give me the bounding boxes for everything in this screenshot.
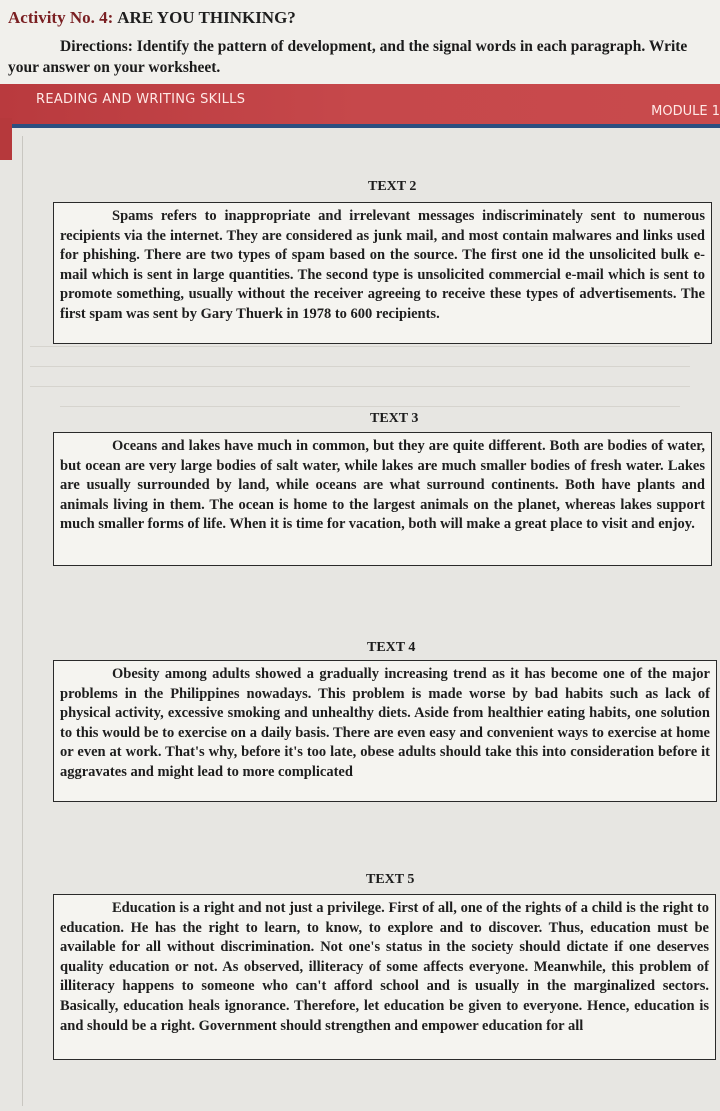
banner-subject-title: READING AND WRITING SKILLS	[36, 92, 246, 107]
bleed-through-line	[30, 386, 690, 387]
text-4-box	[53, 660, 717, 802]
activity-number: Activity No. 4:	[8, 8, 114, 27]
text-4-paragraph: Obesity among adults showed a gradually increasing trend as it has become one of the major problems in the Philippines nowadays. This problem is made worse by bad habits such as lack of physical activity, excessive smoking and unhealthy diets. Aside from healthier eating habits, one solution to this would be to exercise on a daily basis. There are even easy and convenient ways to exercise at home or even at work. That's why, before it's too late, obese adults should take this into consideration before it aggravates and might lead to more complicated	[60, 666, 710, 780]
page-gutter	[22, 136, 23, 1106]
text-2-paragraph: Spams refers to inappropriate and irrelevant messages indiscriminately sent to numerous recipients via the internet. They are considered as junk mail, and most contain malwares and links used for phishing. There are two types of spam based on the source. The first one id the unsolicited bulk e-mail which is sent in large quantities. The second type is unsolicited commercial e-mail which is sent to promote something, usually without the receiver agreeing to receive these types of advertisements. The first spam was sent by Gary Thuerk in 1978 to 600 recipients.	[60, 208, 705, 322]
text-3-box	[53, 432, 712, 566]
text-5-heading: TEXT 5	[366, 872, 415, 887]
text-3-paragraph: Oceans and lakes have much in common, but they are quite different. Both are bodies of water, but ocean are very large bodies of salt water, while lakes are much smaller bodies of fresh water. Lakes are usually surrounded by land, while oceans are what surround continents. Both have plants and animals living in them. The ocean is home to the largest animals on the planet, whereas lakes support much smaller forms of life. When it is time for vacation, both will make a great place to visit and enjoy.	[60, 438, 705, 533]
text-2-heading: TEXT 2	[368, 179, 417, 194]
module-banner	[0, 84, 720, 124]
bleed-through-line	[30, 346, 690, 347]
banner-stripe	[0, 124, 720, 128]
directions-text: Directions: Identify the pattern of development, and the signal words in each paragraph. Write your answer on your worksheet.	[8, 38, 688, 76]
bleed-through-line	[60, 406, 680, 407]
activity-title	[8, 8, 296, 28]
textbook-photo	[0, 84, 720, 1111]
activity-name: ARE YOU THINKING?	[117, 8, 296, 27]
text-5-paragraph: Education is a right and not just a privilege. First of all, one of the rights of a child is the right to education. He has the right to learn, to know, to explore and to discover. Thus, education must be available for all without discrimination. Not one's status in the society should dictate if one deserves quality education or not. As observed, illiteracy of some affects everyone. Meanwhile, this problem of illiteracy happens to someone who can't afford school and is usually in the marginalized sectors. Basically, education heals ignorance. Therefore, let education be given to everyone. Hence, education is and should be a right. Government should strengthen and empower education for all	[60, 900, 709, 1034]
bleed-through-line	[30, 366, 690, 367]
side-tab-marker	[0, 118, 12, 160]
text-3-heading: TEXT 3	[370, 411, 419, 426]
text-4-heading: TEXT 4	[367, 640, 416, 655]
banner-module-label: MODULE 1	[651, 104, 720, 119]
text-2-box	[53, 202, 712, 344]
text-5-box	[53, 894, 716, 1060]
